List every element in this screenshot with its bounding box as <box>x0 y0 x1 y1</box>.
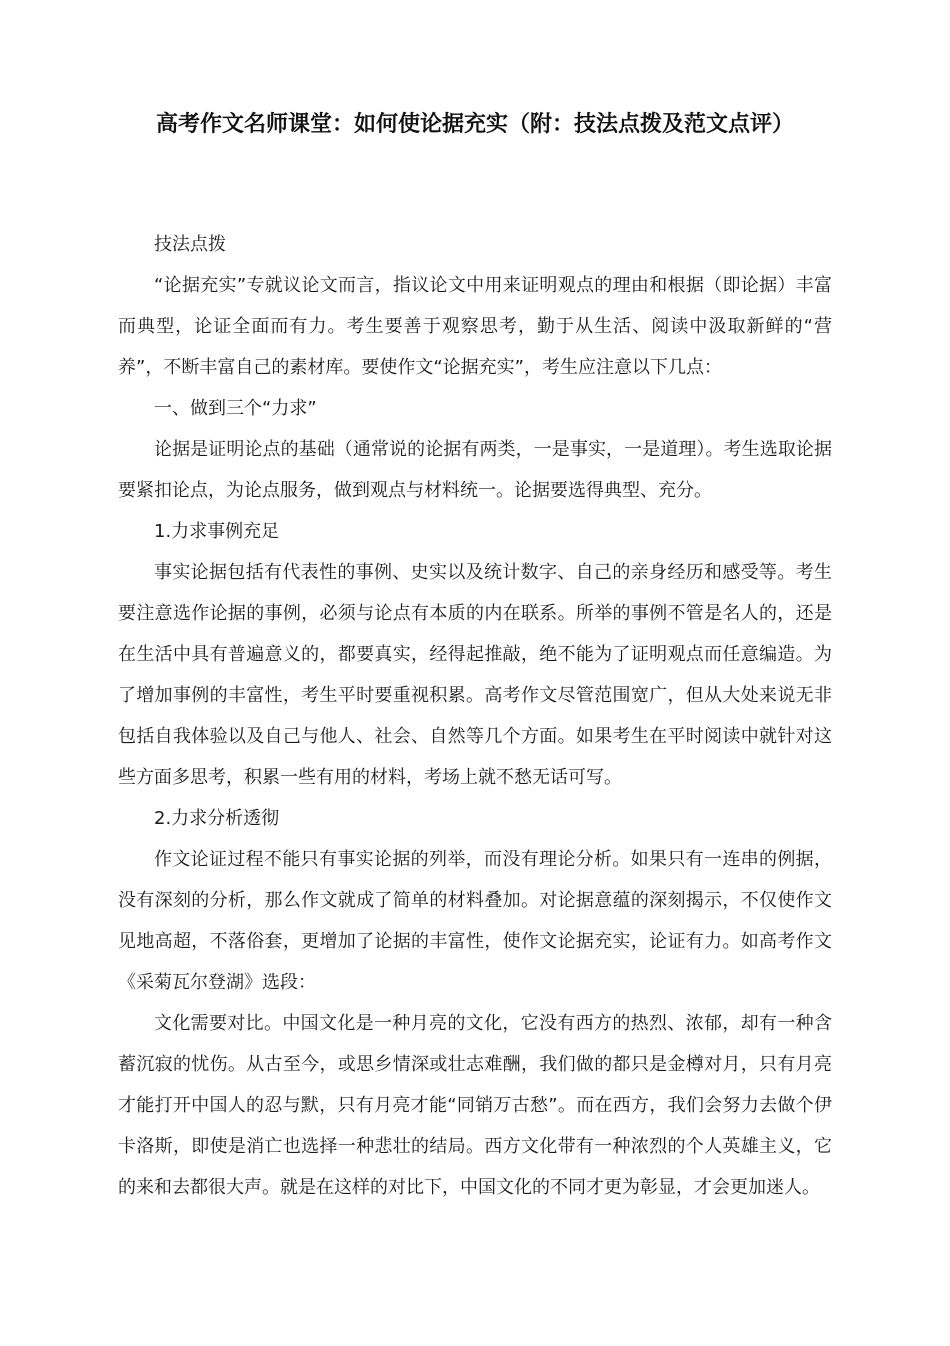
document-title: 高考作文名师课堂：如何使论据充实（附：技法点拨及范文点评） <box>155 112 794 137</box>
subheading-thorough-analysis: 2.力求分析透彻 <box>154 808 280 829</box>
paragraph-argument-basis: 论据是证明论点的基础（通常说的论据有两类，一是事实，一是道理）。考生选取论据要紧扣论点，为论点服务，做到观点与材料统一。论据要选得典型、充分。 <box>118 439 832 501</box>
paragraph-excerpt: 文化需要对比。中国文化是一种月亮的文化，它没有西方的热烈、浓郁，却有一种含蓄沉寂的忧伤。从古至今，或思乡情深或壮志难酬，我们做的都只是金樽对月，只有月亮才能打开中国人的忍与默，只有月亮才能“同销万古愁”。而在西方，我们会努力去做个伊卡洛斯，即使是消亡也选择一种悲壮的结局。西方文化带有一种浓烈的个人英雄主义，它的来和去都很大声。就是在这样的对比下，中国文化的不同才更为彰显，才会更加迷人。 <box>118 1013 832 1198</box>
paragraph-intro: “论据充实”专就议论文而言，指议论文中用来证明观点的理由和根据（即论据）丰富而典型，论证全面而有力。考生要善于观察思考，勤于从生活、阅读中汲取新鲜的“营养”，不断丰富自己的素材库。要使作文“论据充实”，考生应注意以下几点： <box>118 275 832 378</box>
document-body <box>118 224 832 1208</box>
subheading-sufficient-examples: 1.力求事例充足 <box>154 521 280 542</box>
paragraph-analysis: 作文论证过程不能只有事实论据的列举，而没有理论分析。如果只有一连串的例据，没有深刻的分析，那么作文就成了简单的材料叠加。对论据意蕴的深刻揭示，不仅使作文见地高超，不落俗套，更增加了论据的丰富性，使作文论据充实，论证有力。如高考作文《采菊瓦尔登湖》选段： <box>118 849 832 993</box>
paragraph-factual-evidence: 事实论据包括有代表性的事例、史实以及统计数字、自己的亲身经历和感受等。考生要注意选作论据的事例，必须与论点有本质的内在联系。所举的事例不管是名人的，还是在生活中具有普遍意义的，都要真实，经得起推敲，绝不能为了证明观点而任意编造。为了增加事例的丰富性，考生平时要重视积累。高考作文尽管范围宽广，但从大处来说无非包括自我体验以及自己与他人、社会、自然等几个方面。如果考生在平时阅读中就针对这些方面多思考，积累一些有用的材料，考场上就不愁无话可写。 <box>118 562 832 788</box>
section-heading-technique: 技法点拨 <box>154 234 226 255</box>
section-heading-three-efforts: 一、做到三个“力求” <box>154 398 317 419</box>
